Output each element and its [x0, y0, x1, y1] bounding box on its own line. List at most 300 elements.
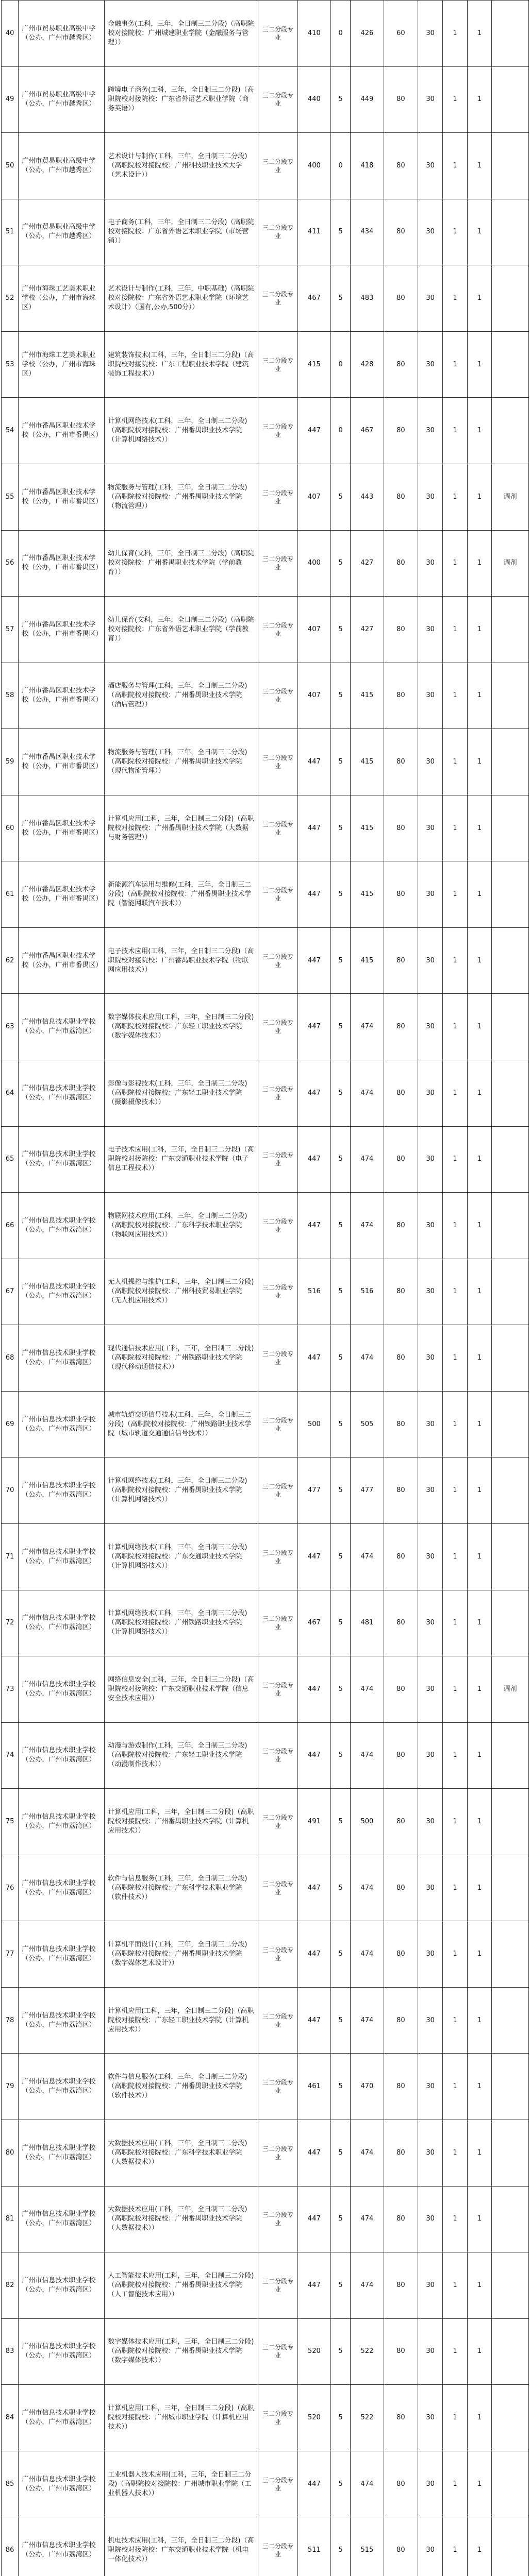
- shortfall-count: 1: [467, 795, 492, 861]
- total-quota: 80: [384, 1987, 418, 2054]
- plan-count: 30: [418, 1987, 443, 2054]
- enrollment-category: 三二分段专业: [258, 861, 297, 928]
- row-index: 81: [2, 2186, 19, 2252]
- major-description: 人工智能技术应用(工科，三年，全日制三二分段)（高职院校对接院校：广州番禺职业技术学院（人工智能技术应用））: [105, 2252, 258, 2319]
- avg-score: 467: [351, 398, 384, 464]
- table-body: [2, 1, 529, 2576]
- enrollment-category: 三二分段专业: [258, 1590, 297, 1656]
- remark: [492, 927, 529, 994]
- bonus-points: 5: [331, 1325, 351, 1392]
- bonus-points: 5: [331, 2318, 351, 2385]
- enrollment-category: 三二分段专业: [258, 1722, 297, 1789]
- row-index: 52: [2, 265, 19, 332]
- row-index: 69: [2, 1391, 19, 1458]
- bonus-points: 5: [331, 530, 351, 597]
- enrollment-category: 三二分段专业: [258, 927, 297, 994]
- row-index: 82: [2, 2252, 19, 2319]
- total-quota: 80: [384, 1789, 418, 1855]
- row-index: 74: [2, 1722, 19, 1789]
- avg-score: 427: [351, 597, 384, 663]
- total-quota: 80: [384, 795, 418, 861]
- table-row: [2, 2385, 529, 2451]
- school-name: 广州市信息技术职业学校（公办，广州市荔湾区）: [19, 2517, 105, 2576]
- plan-count: 30: [418, 1325, 443, 1392]
- school-name: 广州市贸易职业高级中学（公办，广州市越秀区）: [19, 133, 105, 199]
- plan-count: 30: [418, 1789, 443, 1855]
- major-description: 计算机平面设计(工科，三年，全日制三二分段)（高职院校对接院校：广州番禺职业技术学院（数字媒体艺术设计））: [105, 1921, 258, 1988]
- school-name: 广州市贸易职业高级中学（公办，广州市越秀区）: [19, 66, 105, 133]
- row-index: 84: [2, 2385, 19, 2451]
- remark: [492, 398, 529, 464]
- school-name: 广州市信息技术职业学校（公办，广州市荔湾区）: [19, 2186, 105, 2252]
- avg-score: 500: [351, 1789, 384, 1855]
- table-row: [2, 1060, 529, 1127]
- plan-count: 30: [418, 2120, 443, 2187]
- remark: [492, 597, 529, 663]
- avg-score: 477: [351, 1458, 384, 1524]
- school-name: 广州市信息技术职业学校（公办，广州市荔湾区）: [19, 1193, 105, 1259]
- remark: [492, 1325, 529, 1392]
- major-description: 电子技术应用(工科，三年，全日制三二分段)（高职院校对接院校：广州番禺职业技术学院（物联网应用技术））: [105, 927, 258, 994]
- bonus-points: 5: [331, 66, 351, 133]
- total-quota: 80: [384, 133, 418, 199]
- remark: [492, 994, 529, 1060]
- enrolled-count: 1: [443, 464, 468, 530]
- bonus-points: 5: [331, 1259, 351, 1325]
- shortfall-count: 1: [467, 1126, 492, 1193]
- enrollment-category: 三二分段专业: [258, 133, 297, 199]
- min-score: 516: [297, 1259, 330, 1325]
- table-row: [2, 464, 529, 530]
- remark: [492, 1391, 529, 1458]
- min-score: 400: [297, 133, 330, 199]
- enrolled-count: 1: [443, 1722, 468, 1789]
- min-score: 461: [297, 2054, 330, 2120]
- table-row: [2, 2517, 529, 2576]
- enrollment-category: 三二分段专业: [258, 1855, 297, 1921]
- remark: [492, 1722, 529, 1789]
- enrolled-count: 1: [443, 199, 468, 265]
- shortfall-count: 1: [467, 729, 492, 795]
- remark: [492, 1458, 529, 1524]
- avg-score: 415: [351, 861, 384, 928]
- table-row: [2, 1789, 529, 1855]
- enrollment-category: 三二分段专业: [258, 1193, 297, 1259]
- school-name: 广州市信息技术职业学校（公办，广州市荔湾区）: [19, 1656, 105, 1723]
- bonus-points: 5: [331, 795, 351, 861]
- table-row: [2, 795, 529, 861]
- enrolled-count: 1: [443, 1921, 468, 1988]
- table-row: [2, 265, 529, 332]
- school-name: 广州市海珠工艺美术职业学校（公办，广州市海珠区）: [19, 265, 105, 332]
- plan-count: 30: [418, 1523, 443, 1590]
- school-name: 广州市信息技术职业学校（公办，广州市荔湾区）: [19, 1259, 105, 1325]
- min-score: 447: [297, 1126, 330, 1193]
- avg-score: 415: [351, 663, 384, 729]
- table-row: [2, 1458, 529, 1524]
- enrollment-category: 三二分段专业: [258, 729, 297, 795]
- avg-score: 449: [351, 66, 384, 133]
- avg-score: 516: [351, 1259, 384, 1325]
- row-index: 54: [2, 398, 19, 464]
- school-name: 广州市信息技术职业学校（公办，广州市荔湾区）: [19, 1855, 105, 1921]
- plan-count: 30: [418, 2186, 443, 2252]
- major-description: 大数据技术应用(工科，三年，全日制三二分段)（高职院校对接院校：广州番禺职业技术学院（大数据技术））: [105, 2186, 258, 2252]
- major-description: 软件与信息服务(工科，三年，全日制三二分段)（高职院校对接院校：广东科学技术职业学院（软件技术））: [105, 1855, 258, 1921]
- enrolled-count: 1: [443, 1789, 468, 1855]
- total-quota: 80: [384, 2252, 418, 2319]
- major-description: 物流服务与管理(工科，三年，全日制三二分段)（高职院校对接院校：广州番禺职业技术学院（物流管理））: [105, 464, 258, 530]
- plan-count: 30: [418, 464, 443, 530]
- enrolled-count: 1: [443, 133, 468, 199]
- enrolled-count: 1: [443, 663, 468, 729]
- enrollment-category: 三二分段专业: [258, 1060, 297, 1127]
- row-index: 51: [2, 199, 19, 265]
- avg-score: 474: [351, 1855, 384, 1921]
- total-quota: 80: [384, 331, 418, 398]
- enrolled-count: 1: [443, 265, 468, 332]
- avg-score: 522: [351, 2318, 384, 2385]
- enrollment-category: 三二分段专业: [258, 1458, 297, 1524]
- remark: [492, 795, 529, 861]
- enrolled-count: 1: [443, 1325, 468, 1392]
- shortfall-count: 1: [467, 265, 492, 332]
- avg-score: 474: [351, 2186, 384, 2252]
- min-score: 407: [297, 597, 330, 663]
- remark: [492, 1921, 529, 1988]
- school-name: 广州市信息技术职业学校（公办，广州市荔湾区）: [19, 1458, 105, 1524]
- table-row: [2, 1722, 529, 1789]
- major-description: 计算机应用(工科，三年，全日制三二分段)（高职院校对接院校：广州番禺职业技术学院（计算机应用技术））: [105, 1789, 258, 1855]
- enrollment-category: 三二分段专业: [258, 1391, 297, 1458]
- shortfall-count: 1: [467, 398, 492, 464]
- table-row: [2, 927, 529, 994]
- major-description: 幼儿保育(文科，三年，全日制三二分段)（高职院校对接院校：广州番禺职业技术学院（学前教育））: [105, 530, 258, 597]
- table-row: [2, 1523, 529, 1590]
- min-score: 520: [297, 2318, 330, 2385]
- major-description: 动漫与游戏制作(工科，三年，全日制三二分段)（高职院校对接院校：广东轻工职业技术学院（动漫制作技术））: [105, 1722, 258, 1789]
- enrolled-count: 1: [443, 2186, 468, 2252]
- major-description: 艺术设计与制作(工科，三年，中职基础)（高职院校对接院校：广东省外语艺术职业学院（环境艺术设计）（国有,公办,500分））: [105, 265, 258, 332]
- total-quota: 80: [384, 1126, 418, 1193]
- plan-count: 30: [418, 2451, 443, 2517]
- bonus-points: 5: [331, 1921, 351, 1988]
- major-description: 幼儿保育(文科，三年，全日制三二分段)（高职院校对接院校：广东省外语艺术职业学院（学前教育））: [105, 597, 258, 663]
- school-name: 广州市信息技术职业学校（公办，广州市荔湾区）: [19, 1921, 105, 1988]
- enrollment-category: 三二分段专业: [258, 2186, 297, 2252]
- bonus-points: 5: [331, 1523, 351, 1590]
- shortfall-count: 1: [467, 530, 492, 597]
- avg-score: 522: [351, 2385, 384, 2451]
- major-description: 计算机网络技术(工科，三年，全日制三二分段)（高职院校对接院校：广州番禺职业技术学院（计算机网络技术））: [105, 1458, 258, 1524]
- table-row: [2, 1391, 529, 1458]
- row-index: 78: [2, 1987, 19, 2054]
- total-quota: 80: [384, 1722, 418, 1789]
- total-quota: 80: [384, 2186, 418, 2252]
- school-name: 广州市信息技术职业学校（公办，广州市荔湾区）: [19, 994, 105, 1060]
- row-index: 50: [2, 133, 19, 199]
- row-index: 49: [2, 66, 19, 133]
- row-index: 53: [2, 331, 19, 398]
- remark: [492, 331, 529, 398]
- min-score: 447: [297, 994, 330, 1060]
- min-score: 447: [297, 1656, 330, 1723]
- major-description: 新能源汽车运用与维修(工科，三年，全日制三二分段)（高职院校对接院校：广州番禺职业技术学院（智能网联汽车技术））: [105, 861, 258, 928]
- row-index: 57: [2, 597, 19, 663]
- row-index: 63: [2, 994, 19, 1060]
- school-name: 广州市信息技术职业学校（公办，广州市荔湾区）: [19, 1523, 105, 1590]
- min-score: 447: [297, 795, 330, 861]
- plan-count: 30: [418, 2517, 443, 2576]
- enrollment-category: 三二分段专业: [258, 2385, 297, 2451]
- avg-score: 427: [351, 530, 384, 597]
- bonus-points: 0: [331, 331, 351, 398]
- plan-count: 30: [418, 1, 443, 67]
- enrollment-category: 三二分段专业: [258, 1126, 297, 1193]
- enrolled-count: 1: [443, 1193, 468, 1259]
- row-index: 71: [2, 1523, 19, 1590]
- table-row: [2, 663, 529, 729]
- avg-score: 474: [351, 2451, 384, 2517]
- major-description: 计算机应用(工科，三年，全日制三二分段)（高职院校对接院校：广东轻工职业技术学院（计算机应用技术））: [105, 1987, 258, 2054]
- major-description: 软件与信息服务(工科，三年，全日制三二分段)（高职院校对接院校：广州番禺职业技术学院（软件技术））: [105, 2054, 258, 2120]
- row-index: 72: [2, 1590, 19, 1656]
- school-name: 广州市信息技术职业学校（公办，广州市荔湾区）: [19, 2385, 105, 2451]
- major-description: 计算机应用(工科，三年，全日制三二分段)（高职院校对接院校：广州番禺职业技术学院（大数据与财务管理））: [105, 795, 258, 861]
- total-quota: 80: [384, 2451, 418, 2517]
- row-index: 55: [2, 464, 19, 530]
- enrolled-count: 1: [443, 331, 468, 398]
- row-index: 56: [2, 530, 19, 597]
- total-quota: 80: [384, 2318, 418, 2385]
- enrolled-count: 1: [443, 1656, 468, 1723]
- plan-count: 30: [418, 795, 443, 861]
- plan-count: 30: [418, 1590, 443, 1656]
- avg-score: 505: [351, 1391, 384, 1458]
- bonus-points: 5: [331, 597, 351, 663]
- remark: [492, 133, 529, 199]
- enrollment-category: 三二分段专业: [258, 2054, 297, 2120]
- enrolled-count: 1: [443, 1391, 468, 1458]
- bonus-points: 5: [331, 994, 351, 1060]
- total-quota: 80: [384, 1656, 418, 1723]
- bonus-points: 5: [331, 1590, 351, 1656]
- school-name: 广州市番禺区职业技术学校（公办，广州市番禺区）: [19, 530, 105, 597]
- row-index: 70: [2, 1458, 19, 1524]
- enrollment-category: 三二分段专业: [258, 1523, 297, 1590]
- bonus-points: 0: [331, 133, 351, 199]
- enrolled-count: 1: [443, 994, 468, 1060]
- table-row: [2, 1, 529, 67]
- row-index: 62: [2, 927, 19, 994]
- plan-count: 30: [418, 1391, 443, 1458]
- total-quota: 80: [384, 1060, 418, 1127]
- table-row: [2, 2054, 529, 2120]
- total-quota: 80: [384, 2385, 418, 2451]
- row-index: 61: [2, 861, 19, 928]
- avg-score: 474: [351, 1193, 384, 1259]
- row-index: 79: [2, 2054, 19, 2120]
- min-score: 447: [297, 1722, 330, 1789]
- major-description: 计算机网络技术(工科，三年，全日制三二分段)（高职院校对接院校：广州番禺职业技术学院（计算机网络技术））: [105, 398, 258, 464]
- enrolled-count: 1: [443, 597, 468, 663]
- plan-count: 30: [418, 729, 443, 795]
- shortfall-count: 1: [467, 927, 492, 994]
- total-quota: 80: [384, 663, 418, 729]
- avg-score: 426: [351, 1, 384, 67]
- min-score: 467: [297, 265, 330, 332]
- enrolled-count: 1: [443, 2385, 468, 2451]
- enrollment-category: 三二分段专业: [258, 199, 297, 265]
- enrollment-category: 三二分段专业: [258, 795, 297, 861]
- remark: [492, 199, 529, 265]
- shortfall-count: 1: [467, 1193, 492, 1259]
- enrolled-count: 1: [443, 1987, 468, 2054]
- remark: [492, 861, 529, 928]
- table-row: [2, 1855, 529, 1921]
- bonus-points: 5: [331, 1458, 351, 1524]
- plan-count: 30: [418, 66, 443, 133]
- min-score: 400: [297, 530, 330, 597]
- row-index: 66: [2, 1193, 19, 1259]
- remark: [492, 2054, 529, 2120]
- plan-count: 30: [418, 1193, 443, 1259]
- plan-count: 30: [418, 994, 443, 1060]
- major-description: 工业机器人技术应用(工科，三年，全日制三二分段)（高职院校对接院校：广州城市职业学院（工业机器人技术））: [105, 2451, 258, 2517]
- total-quota: 80: [384, 1325, 418, 1392]
- row-index: 77: [2, 1921, 19, 1988]
- total-quota: 80: [384, 2120, 418, 2187]
- plan-count: 30: [418, 199, 443, 265]
- remark: [492, 2385, 529, 2451]
- row-index: 68: [2, 1325, 19, 1392]
- bonus-points: 0: [331, 1, 351, 67]
- avg-score: 474: [351, 1656, 384, 1723]
- table-row: [2, 530, 529, 597]
- table-row: [2, 66, 529, 133]
- avg-score: 515: [351, 2517, 384, 2576]
- plan-count: 30: [418, 1656, 443, 1723]
- bonus-points: 0: [331, 398, 351, 464]
- remark: [492, 2252, 529, 2319]
- enrolled-count: 1: [443, 66, 468, 133]
- avg-score: 474: [351, 2120, 384, 2187]
- major-description: 数字媒体技术应用(工科，三年，全日制三二分段)（高职院校对接院校：广州番禺职业技术学院（数字媒体技术））: [105, 2318, 258, 2385]
- school-name: 广州市海珠工艺美术职业学校（公办，广州市海珠区）: [19, 331, 105, 398]
- min-score: 467: [297, 1590, 330, 1656]
- enrollment-category: 三二分段专业: [258, 2252, 297, 2319]
- enrolled-count: 1: [443, 1458, 468, 1524]
- plan-count: 30: [418, 1921, 443, 1988]
- table-row: [2, 729, 529, 795]
- total-quota: 80: [384, 1193, 418, 1259]
- school-name: 广州市番禺区职业技术学校（公办，广州市番禺区）: [19, 795, 105, 861]
- shortfall-count: 1: [467, 331, 492, 398]
- table-row: [2, 1325, 529, 1392]
- enrollment-category: 三二分段专业: [258, 663, 297, 729]
- plan-count: 30: [418, 133, 443, 199]
- bonus-points: 5: [331, 464, 351, 530]
- bonus-points: 5: [331, 2186, 351, 2252]
- plan-count: 30: [418, 530, 443, 597]
- enrollment-category: 三二分段专业: [258, 530, 297, 597]
- school-name: 广州市信息技术职业学校（公办，广州市荔湾区）: [19, 1590, 105, 1656]
- remark: [492, 66, 529, 133]
- avg-score: 418: [351, 133, 384, 199]
- total-quota: 80: [384, 66, 418, 133]
- avg-score: 443: [351, 464, 384, 530]
- shortfall-count: 1: [467, 1789, 492, 1855]
- school-name: 广州市贸易职业高级中学（公办，广州市越秀区）: [19, 199, 105, 265]
- enrolled-count: 1: [443, 2517, 468, 2576]
- min-score: 447: [297, 1855, 330, 1921]
- admission-table: [1, 0, 529, 2576]
- total-quota: 80: [384, 398, 418, 464]
- plan-count: 30: [418, 861, 443, 928]
- total-quota: 80: [384, 927, 418, 994]
- school-name: 广州市信息技术职业学校（公办，广州市荔湾区）: [19, 1060, 105, 1127]
- shortfall-count: 1: [467, 663, 492, 729]
- shortfall-count: 1: [467, 1855, 492, 1921]
- remark: [492, 2517, 529, 2576]
- min-score: 447: [297, 1193, 330, 1259]
- enrolled-count: 1: [443, 795, 468, 861]
- total-quota: 80: [384, 265, 418, 332]
- shortfall-count: 1: [467, 1458, 492, 1524]
- plan-count: 30: [418, 331, 443, 398]
- min-score: 415: [297, 331, 330, 398]
- major-description: 酒店服务与管理(工科，三年，全日制三二分段)（高职院校对接院校：广州番禺职业技术学院（酒店管理））: [105, 663, 258, 729]
- shortfall-count: 1: [467, 861, 492, 928]
- table-row: [2, 2451, 529, 2517]
- table-row: [2, 199, 529, 265]
- shortfall-count: 1: [467, 2318, 492, 2385]
- school-name: 广州市番禺区职业技术学校（公办，广州市番禺区）: [19, 398, 105, 464]
- enrolled-count: 1: [443, 1, 468, 67]
- plan-count: 30: [418, 1855, 443, 1921]
- enrollment-category: 三二分段专业: [258, 2451, 297, 2517]
- remark: 调剂: [492, 1656, 529, 1723]
- enrolled-count: 1: [443, 861, 468, 928]
- total-quota: 80: [384, 1391, 418, 1458]
- min-score: 447: [297, 729, 330, 795]
- enrollment-category: 三二分段专业: [258, 398, 297, 464]
- table-row: [2, 398, 529, 464]
- table-row: [2, 1126, 529, 1193]
- total-quota: 80: [384, 464, 418, 530]
- table-row: [2, 1193, 529, 1259]
- table-row: [2, 2318, 529, 2385]
- total-quota: 80: [384, 861, 418, 928]
- min-score: 407: [297, 663, 330, 729]
- avg-score: 474: [351, 2252, 384, 2319]
- plan-count: 30: [418, 1722, 443, 1789]
- remark: [492, 1, 529, 67]
- row-index: 59: [2, 729, 19, 795]
- major-description: 网络信息安全(工科，三年，全日制三二分段)（高职院校对接院校：广东交通职业技术学院（信息安全技术应用））: [105, 1656, 258, 1723]
- enrollment-category: 三二分段专业: [258, 1656, 297, 1723]
- major-description: 艺术设计与制作(工科，三年，全日制三二分段)（高职院校对接院校：广州科技职业技术大学（艺术设计））: [105, 133, 258, 199]
- plan-count: 30: [418, 1060, 443, 1127]
- avg-score: 415: [351, 729, 384, 795]
- enrollment-category: 三二分段专业: [258, 2318, 297, 2385]
- avg-score: 428: [351, 331, 384, 398]
- table-row: [2, 1590, 529, 1656]
- bonus-points: 5: [331, 2252, 351, 2319]
- table-row: [2, 1921, 529, 1988]
- school-name: 广州市番禺区职业技术学校（公办，广州市番禺区）: [19, 927, 105, 994]
- enrolled-count: 1: [443, 1126, 468, 1193]
